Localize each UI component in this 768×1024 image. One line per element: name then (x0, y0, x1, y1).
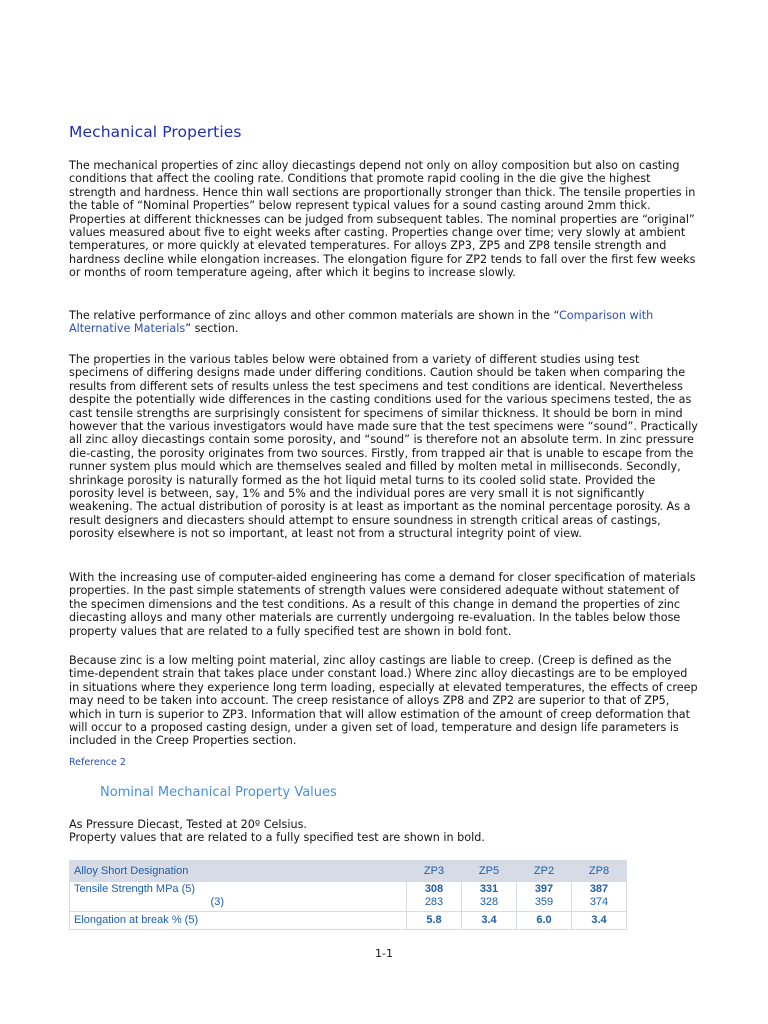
cell-elong-zp3 (407, 912, 462, 930)
reference-link[interactable]: Reference 2 (69, 757, 126, 768)
header-col-zp3: ZP3 (407, 861, 462, 882)
test-conditions (69, 818, 485, 845)
tensile-normal-zp2: 359 (534, 896, 554, 908)
cell-tensile-zp5 (462, 882, 517, 912)
tensile-normal-zp3: 283 (424, 896, 444, 908)
section-subtitle: Nominal Mechanical Property Values (100, 785, 337, 800)
tensile-bold-zp3: 308 (424, 883, 444, 895)
elong-zp8: 3.4 (591, 914, 607, 926)
test-conditions-line-1: As Pressure Diecast, Tested at 20º Celsius. (69, 818, 307, 831)
header-col-zp2: ZP2 (517, 861, 572, 882)
comparison-link[interactable]: Comparison with Alternative Materials (69, 309, 654, 336)
cell-elong-zp8 (572, 912, 627, 930)
header-col-zp5: ZP5 (462, 861, 517, 882)
paragraph-intro: The mechanical properties of zinc alloy diecastings depend not only on alloy composition but also on casting conditions that affect the cooling rate. Conditions that promote rapid cooling in the die give the highest strength and hardness. Hence thin wall sections are proportionally stronger than thick. The tensile properties in the table of “Nominal Properties” below represent typical values for a sound casting around 2mm thick. Properties at different thicknesses can be judged from subsequent tables. The nominal properties are “original” values measured about five to eight weeks after casting. Properties change over time; very slowly at ambient temperatures, or more quickly at elevated temperatures. For alloys ZP3, ZP5 and ZP8 tensile strength and hardness decline while elongation increases. The elongation figure for ZP2 tends to fall over the first few weeks or months of room temperature ageing, after which it begins to increase slowly. (69, 159, 696, 280)
tensile-normal-zp8: 374 (589, 896, 609, 908)
tensile-bold-zp2: 397 (534, 883, 554, 895)
cell-tensile-zp2 (517, 882, 572, 912)
table-header-row (70, 861, 627, 882)
cell-elong-zp2 (517, 912, 572, 930)
cell-elong-zp5 (462, 912, 517, 930)
paragraph-test-specimens: The properties in the various tables below were obtained from a variety of different studies using test specimens of differing designs made under differing conditions. Caution should be taken when comparing the results from different sets of results unless the test specimens and test conditions are identical. Nevertheless despite the potentially wide differences in the casting conditions used for the various specimens tested, the as cast tensile strengths are surprisingly consistent for specimens of similar thickness. It should be born in mind however that the various investigators would have made sure that the test specimens were “sound”. Practically all zinc alloy diecastings contain some porosity, and “sound” is therefore not an absolute term. In zinc pressure die-casting, the porosity originates from two sources. Firstly, from trapped air that is unable to escape from the runner system plus mould which are themselves sealed and filled by molten metal in milliseconds. Secondly, shrinkage porosity is naturally formed as the hot liquid metal turns to its cooled solid state. Provided the porosity level is between, say, 1% and 5% and the individual pores are very small it is not significantly weakening. The actual distribution of porosity is at least as important as the nominal percentage porosity. As a result designers and diecasters should attempt to ensure soundness in strength critical areas of castings, porosity elsewhere is not so important, at least not from a structural integrity point of view. (69, 353, 698, 541)
paragraph-cae: With the increasing use of computer-aided engineering has come a demand for closer specification of materials properties. In the past simple statements of strength values were considered adequate without statement of the specimen dimensions and the test conditions. As a result of this change in demand the properties of zinc diecasting alloys and many other materials are currently undergoing re-evaluation. In the tables below those property values that are related to a fully specified test are shown in bold font. (69, 571, 696, 638)
cell-tensile-zp3 (407, 882, 462, 912)
page-title: Mechanical Properties (69, 123, 242, 141)
paragraph-comparison-text-after: ” section. (185, 322, 239, 336)
page-number: 1-1 (375, 947, 393, 960)
header-col-zp8: ZP8 (572, 861, 627, 882)
tensile-bold-zp8: 387 (589, 883, 609, 895)
tensile-normal-zp5: 328 (479, 896, 499, 908)
paragraph-creep: Because zinc is a low melting point material, zinc alloy castings are liable to creep. (Creep is defined as the time-dependent strain that takes place under constant load.) Where zinc alloy diecastings are to be employed in situations where they experience long term loading, especially at elevated temperatures, the effects of creep may need to be taken into account. The creep resistance of alloys ZP8 and ZP2 are superior to that of ZP5, which in turn is superior to ZP3. Information that will allow estimation of the amount of creep deformation that will occur to a proposed casting design, under a given set of load, temperature and design life parameters is included in the Creep Properties section. (69, 654, 698, 748)
elong-zp3: 5.8 (426, 914, 442, 926)
table-row-elongation (70, 912, 627, 930)
table-row-tensile (70, 882, 627, 912)
paragraph-comparison-text-before: The relative performance of zinc alloys and other common materials are shown in the “ (69, 309, 559, 322)
nominal-properties-table (69, 860, 627, 930)
paragraph-comparison (69, 309, 701, 336)
header-alloy-designation: Alloy Short Designation (70, 861, 407, 882)
tensile-bold-zp5: 331 (479, 883, 499, 895)
cell-tensile-zp8 (572, 882, 627, 912)
row-label-tensile (70, 882, 407, 912)
elong-zp2: 6.0 (536, 914, 552, 926)
row-label-elongation: Elongation at break % (5) (70, 912, 407, 930)
elong-zp5: 3.4 (481, 914, 497, 926)
test-conditions-line-2: Property values that are related to a fully specified test are shown in bold. (69, 831, 485, 845)
tensile-sub-label: (3) (210, 896, 224, 908)
tensile-label: Tensile Strength MPa (5) (74, 883, 196, 895)
